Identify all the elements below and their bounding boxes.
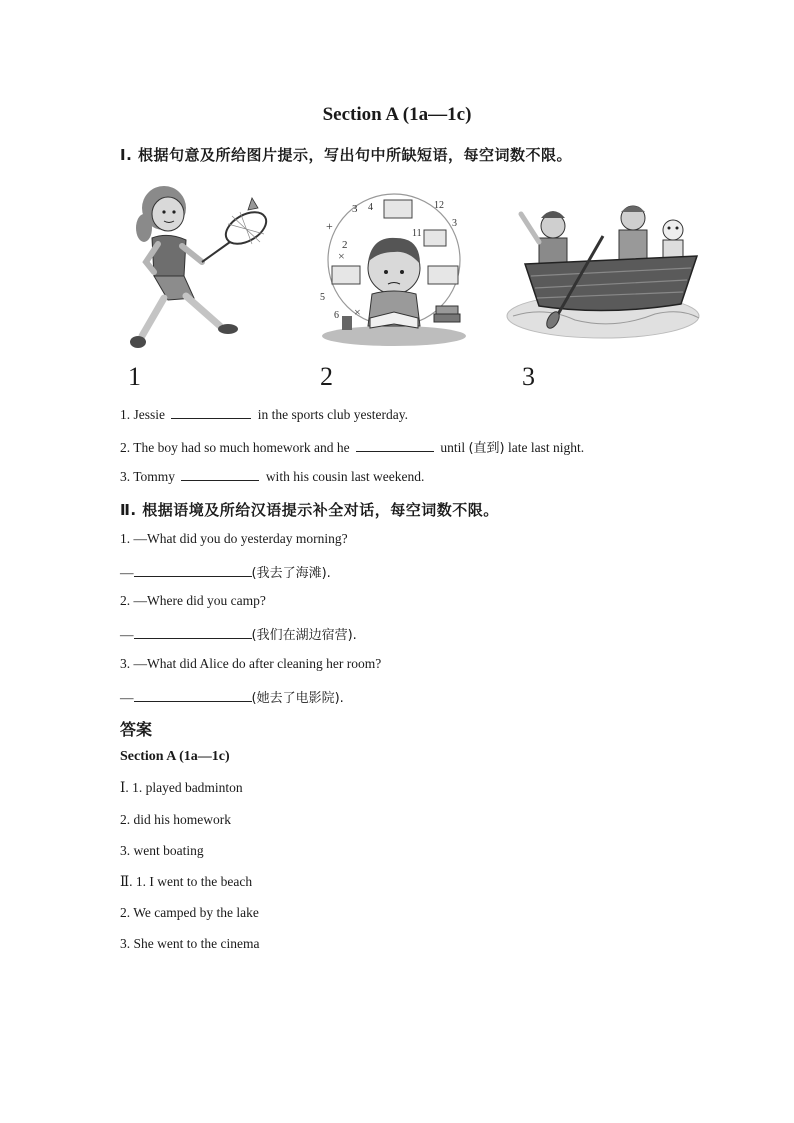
answers-label: 答案 <box>120 720 153 739</box>
part2-question-2: 2. —Where did you camp? <box>120 593 266 608</box>
item-text: in the sports club yesterday. <box>257 407 408 422</box>
svg-text:4: 4 <box>368 202 373 213</box>
page-title: Section A (1a—1c) <box>322 104 472 125</box>
boating-illustration <box>505 196 701 346</box>
part2-answer-1 <box>120 562 331 581</box>
answers-section-title: Section A (1a—1c) <box>120 749 230 764</box>
answer-blank[interactable] <box>134 626 252 639</box>
dash: — <box>120 565 134 580</box>
chinese-hint: (她去了电影院). <box>251 691 344 706</box>
answer-blank[interactable] <box>356 439 434 452</box>
item-text: until <box>440 440 466 455</box>
chinese-hint: (我们在湖边宿营). <box>251 628 357 643</box>
part1-item-3 <box>120 468 424 485</box>
picture-number-3: 3 <box>522 362 535 391</box>
item-text: 1. Jessie <box>120 407 165 422</box>
svg-text:11: 11 <box>412 228 422 239</box>
part2-answer-2 <box>120 624 357 643</box>
svg-text:+: + <box>326 219 333 233</box>
part2-question-1: 1. —What did you do yesterday morning? <box>120 531 348 546</box>
answer-blank[interactable] <box>171 406 251 419</box>
item-text: with his cousin last weekend. <box>265 469 425 484</box>
part1-item-1 <box>120 406 408 423</box>
answer-line: 2. We camped by the lake <box>120 905 259 920</box>
dash: — <box>120 627 134 642</box>
item-text: late last night. <box>508 440 585 455</box>
svg-text:×: × <box>338 249 345 263</box>
svg-text:3: 3 <box>352 203 358 215</box>
answer-blank[interactable] <box>134 689 252 702</box>
answer-line: 3. went boating <box>120 843 204 858</box>
svg-text:×: × <box>354 305 361 319</box>
svg-text:6: 6 <box>334 310 339 321</box>
part2-question-3: 3. —What did Alice do after cleaning her room? <box>120 656 382 671</box>
chinese-hint: (我去了海滩). <box>251 566 331 581</box>
picture-number-1: 1 <box>128 362 141 391</box>
svg-text:12: 12 <box>434 200 444 211</box>
answer-line: Ⅰ. 1. played badminton <box>120 780 243 795</box>
answer-blank[interactable] <box>134 564 252 577</box>
badminton-girl-illustration <box>124 176 274 358</box>
answer-line: 2. did his homework <box>120 812 231 827</box>
item-text: 3. Tommy <box>120 469 176 484</box>
chinese-hint: (直到) <box>468 441 505 456</box>
part2-answer-3 <box>120 687 344 706</box>
part2-heading: Ⅱ. 根据语境及所给汉语提示补全对话，每空词数不限。 <box>120 501 499 519</box>
picture-number-2: 2 <box>320 362 333 391</box>
dash: — <box>120 690 134 705</box>
svg-text:2: 2 <box>342 239 348 251</box>
item-text: 2. The boy had so much homework and he <box>120 440 350 455</box>
answer-line: Ⅱ. 1. I went to the beach <box>120 874 253 889</box>
part1-heading: Ⅰ. 根据句意及所给图片提示，写出句中所缺短语，每空词数不限。 <box>120 146 573 164</box>
svg-text:3: 3 <box>452 218 457 229</box>
answer-blank[interactable] <box>181 468 259 481</box>
svg-text:5: 5 <box>320 292 325 303</box>
part1-item-2 <box>120 437 584 456</box>
answer-line: 3. She went to the cinema <box>120 936 260 951</box>
homework-boy-illustration <box>312 190 482 350</box>
